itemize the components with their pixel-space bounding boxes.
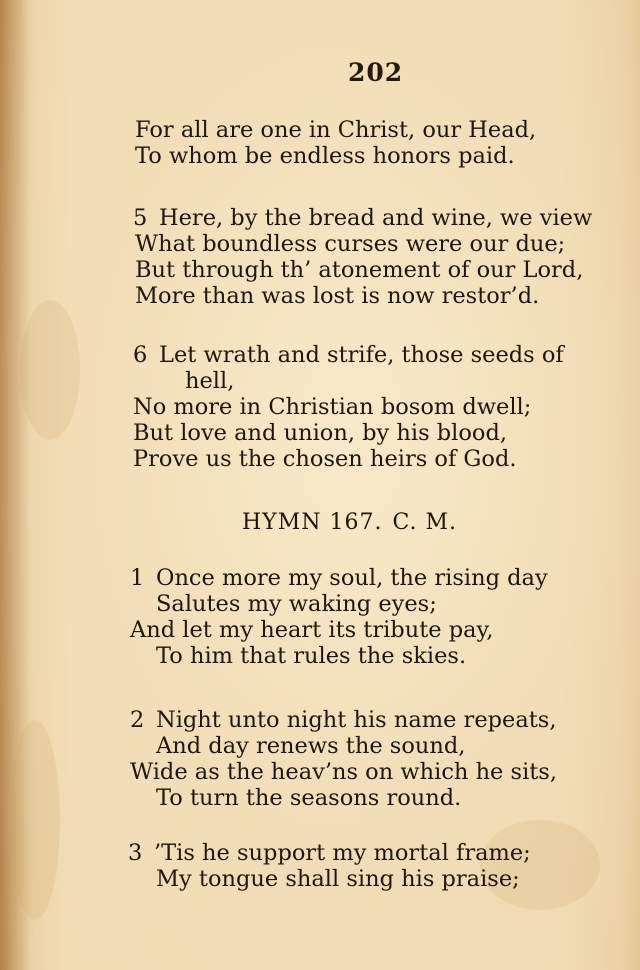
stanza-number: 6 xyxy=(133,342,148,368)
verse-line-text: Here, by the bread and wine, we view xyxy=(159,205,593,231)
page-number: 202 xyxy=(348,58,404,87)
verse-line-text: ’Tis he support my mortal frame; xyxy=(154,840,531,866)
verse-line-indented: And day renews the sound, xyxy=(156,733,466,759)
verse-line-text: Let wrath and strife, those seeds of xyxy=(159,342,564,368)
age-stain xyxy=(10,720,60,920)
hymn-title: HYMN 167. xyxy=(242,510,383,535)
verse-line-indented: To him that rules the skies. xyxy=(156,643,467,669)
verse-line: And let my heart its tribute pay, xyxy=(130,617,494,643)
hymn-meter: C. M. xyxy=(392,510,458,535)
verse-line-indented: To turn the seasons round. xyxy=(156,785,462,811)
verse-line-indented: My tongue shall sing his praise; xyxy=(156,866,520,892)
stanza-number: 5 xyxy=(133,205,148,231)
verse-line-numbered xyxy=(130,707,557,733)
verse-line: Prove us the chosen heirs of God. xyxy=(133,446,517,472)
verse-line: For all are one in Christ, our Head, xyxy=(135,117,537,143)
verse-line: Wide as the heav’ns on which he sits, xyxy=(130,759,558,785)
stanza-number: 1 xyxy=(130,565,145,591)
verse-line-text: Night unto night his name repeats, xyxy=(156,707,557,733)
verse-line-indented: Salutes my waking eyes; xyxy=(156,591,437,617)
verse-line-numbered xyxy=(133,205,592,231)
verse-line: To whom be endless honors paid. xyxy=(135,143,515,169)
verse-line: But through th’ atonement of our Lord, xyxy=(135,257,584,283)
age-stain xyxy=(20,300,80,440)
verse-line: But love and union, by his blood, xyxy=(133,420,508,446)
verse-line: What boundless curses were our due; xyxy=(135,231,566,257)
verse-line-numbered xyxy=(130,565,548,591)
stanza-number: 3 xyxy=(128,840,143,866)
stanza-number: 2 xyxy=(130,707,145,733)
hymn-heading xyxy=(242,510,467,535)
verse-line-runover: hell, xyxy=(185,368,235,394)
verse-line: More than was lost is now restor’d. xyxy=(135,283,540,309)
verse-line-numbered xyxy=(128,840,531,866)
verse-line-numbered xyxy=(133,342,564,368)
verse-line-text: Once more my soul, the rising day xyxy=(156,565,548,591)
verse-line: No more in Christian bosom dwell; xyxy=(133,394,532,420)
